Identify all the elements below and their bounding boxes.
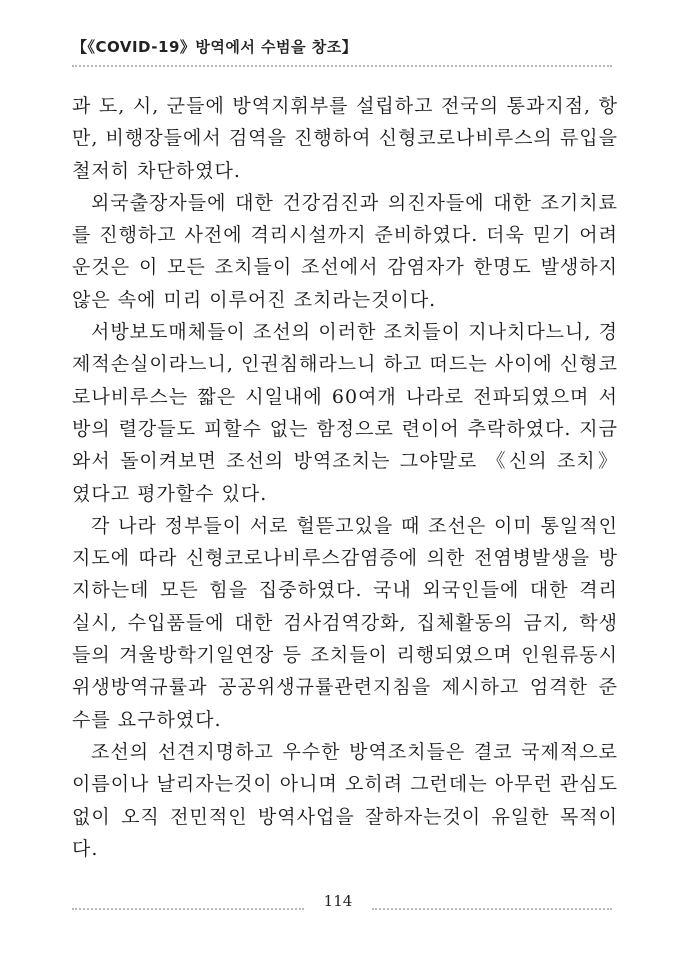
body-text [72, 90, 618, 865]
running-header [72, 36, 612, 67]
header-divider [72, 65, 612, 67]
footer-divider-right [372, 908, 612, 910]
paragraph: 외국출장자들에 대한 건강검진과 의진자들에 대한 조기치료를 진행하고 사전에 격리시설까지 준비하였다. 더욱 믿기 어려운것은 이 모든 조치들이 조선에서 감염자가 한명도 발생하지 않은 속에 미리 이루어진 조치라는것이다. [72, 191, 618, 311]
paragraph: 서방보도매체들이 조선의 이러한 조치들이 지나치다느니, 경제적손실이라느니, 인권침해라느니 하고 떠드는 사이에 신형코로나비루스는 짧은 시일내에 60여개 나라로 전파되였으며 서방의 렬강들도 피할수 없는 함정으로 련이어 추락하였다. 지금 와서 돌이켜보면 조선의 방역조치는 그야말로 《신의 조치》였다고 평가할수 있다. [72, 321, 618, 505]
paragraph: 과 도, 시, 군들에 방역지휘부를 설립하고 전국의 통과지점, 항만, 비행장들에서 검역을 진행하여 신형코로나비루스의 류입을 철저히 차단하였다. [72, 95, 618, 182]
page-number: 114 [323, 892, 353, 910]
paragraph: 각 나라 정부들이 서로 헐뜯고있을 때 조선은 이미 통일적인 지도에 따라 신형코로나비루스감염증에 의한 전염병발생을 방지하는데 모든 힘을 집중하였다. 국내 외국인들에 대한 격리 실시, 수입품들에 대한 검사검역강화, 집체활동의 금지, 학생들의 겨울방학기일연장 등 조치들이 리행되였으며 인원류동시 위생방역규률과 공공위생규률관련지침을 제시하고 엄격한 준수를 요구하였다. [72, 514, 618, 731]
paragraph: 조선의 선견지명하고 우수한 방역조치들은 결코 국제적으로 이름이나 날리자는것이 아니며 오히려 그런데는 아무런 관심도 없이 오직 전민적인 방역사업을 잘하자는것이 유일한 목적이다. [72, 740, 618, 860]
chapter-title: 【《COVID-19》방역에서 수범을 창조】 [72, 38, 358, 56]
footer-divider-left [72, 908, 304, 910]
page-footer [72, 890, 612, 916]
